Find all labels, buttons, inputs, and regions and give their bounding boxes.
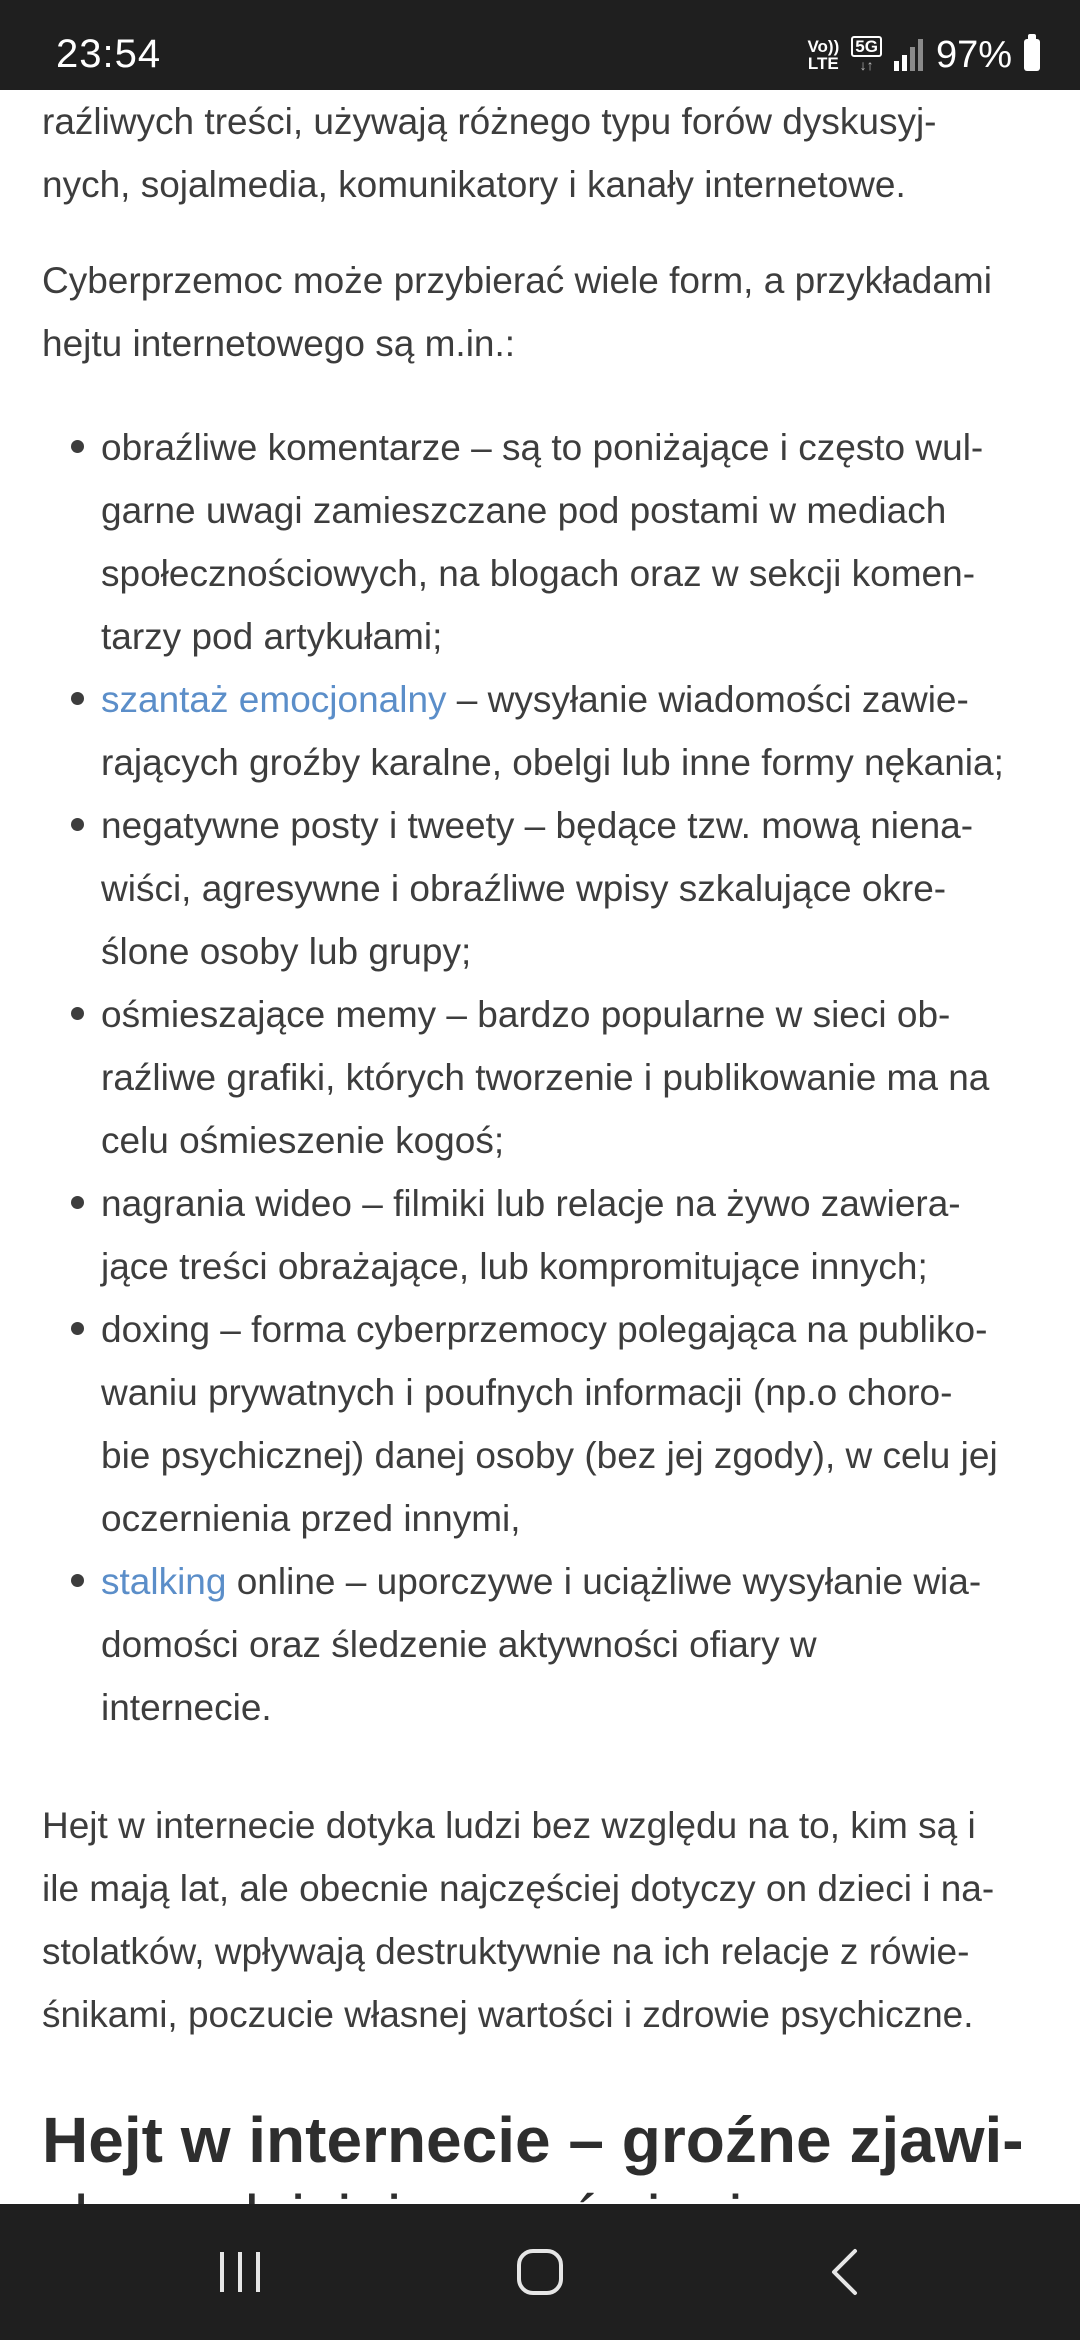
text-line: raźliwe grafiki, których tworzenie i publikowanie ma na	[101, 1057, 990, 1098]
battery-icon	[1024, 39, 1040, 71]
text-line: śnikami, poczucie własnej wartości i zdrowie psychiczne.	[42, 1994, 974, 2035]
text-line: internecie.	[101, 1687, 272, 1728]
text-line: bie psychicznej) danej osoby (bez jej zgody), w celu jej	[101, 1435, 998, 1476]
text-line: celu ośmieszenie kogoś;	[101, 1120, 505, 1161]
home-icon	[516, 2248, 564, 2296]
text-line: stolatków, wpływają destruktywnie na ich relacje z rówie-	[42, 1931, 970, 1972]
navigation-bar	[0, 2204, 1080, 2340]
text-line: nych, sojalmedia, komunikatory i kanały internetowe.	[42, 164, 906, 205]
text-line: ślone osoby lub grupy;	[101, 931, 472, 972]
text-line: tarzy pod artykułami;	[101, 616, 443, 657]
text-line: doxing – forma cyberprzemocy polegająca na publiko-	[101, 1309, 988, 1350]
list-item	[101, 794, 1041, 983]
text-inline: – wysyłanie wiadomości zawie-	[446, 679, 969, 720]
forms-intro-paragraph	[42, 249, 1042, 375]
section-heading: Hejt w internecie – groźne zjawi-	[42, 2104, 1024, 2176]
text-line: ośmieszające memy – bardzo popularne w sieci ob-	[101, 994, 951, 1035]
recent-apps-icon	[217, 2250, 263, 2294]
text-line: jące treści obrażające, lub kompromitujące innych;	[101, 1246, 928, 1287]
network-5g-icon	[851, 36, 882, 74]
text-line: domości oraz śledzenie aktywności ofiary w	[101, 1624, 817, 1665]
link-emotional-blackmail[interactable]: szantaż emocjonalny	[101, 679, 447, 720]
text-inline: online – uporczywe i uciążliwe wysyłanie wia-	[226, 1561, 982, 1602]
status-bar	[0, 0, 1080, 90]
text-line: raźliwych treści, używają różnego typu forów dyskusyj-	[42, 101, 937, 142]
text-line: społecznościowych, na blogach oraz w sekcji komen-	[101, 553, 976, 594]
text-line: garne uwagi zamieszczane pod postami w mediach	[101, 490, 947, 531]
volte-bottom: LTE	[807, 54, 839, 73]
status-icons	[807, 30, 1040, 80]
list-item	[101, 1298, 1041, 1550]
text-line: Cyberprzemoc może przybierać wiele form, a przykładami	[42, 260, 992, 301]
text-line: rających groźby karalne, obelgi lub inne formy nękania;	[101, 742, 1004, 783]
network-type: 5G	[851, 36, 882, 57]
text-line: ile mają lat, ale obecnie najczęściej dotyczy on dzieci i na-	[42, 1868, 995, 1909]
volte-top: Vo))	[807, 37, 840, 56]
bullet	[71, 1007, 84, 1020]
back-icon	[829, 2248, 859, 2296]
text-line: hejtu internetowego są m.in.:	[42, 323, 516, 364]
text-line: nagrania wideo – filmiki lub relacje na żywo zawiera-	[101, 1183, 961, 1224]
intro-paragraph-tail	[42, 90, 1042, 216]
recent-apps-button[interactable]	[140, 2204, 340, 2340]
list-item	[101, 1172, 1041, 1298]
home-button[interactable]	[440, 2204, 640, 2340]
closing-paragraph	[42, 1794, 1042, 2046]
text-line: Hejt w internecie dotyka ludzi bez względu na to, kim są i	[42, 1805, 976, 1846]
bullet	[71, 692, 84, 705]
list-item	[101, 668, 1041, 794]
link-stalking[interactable]: stalking	[101, 1561, 227, 1602]
text-line: oczernienia przed innymi,	[101, 1498, 521, 1539]
text-line: negatywne posty i tweety – będące tzw. mową niena-	[101, 805, 974, 846]
battery-percent: 97%	[935, 33, 1012, 76]
bullet	[71, 1196, 84, 1209]
network-activity: ↓↑	[859, 57, 874, 73]
back-button[interactable]	[744, 2204, 944, 2340]
status-time: 23:54	[56, 32, 162, 76]
bullet	[71, 1322, 84, 1335]
text-line: obraźliwe komentarze – są to poniżające i często wul-	[101, 427, 984, 468]
list-item	[101, 1550, 1041, 1739]
text-line: waniu prywatnych i poufnych informacji (np.o choro-	[101, 1372, 953, 1413]
text-line: wiści, agresywne i obraźliwe wpisy szkalujące okre-	[101, 868, 947, 909]
volte-icon	[807, 38, 839, 72]
list-item	[101, 416, 1041, 668]
bullet	[71, 1574, 84, 1587]
section-heading-continued	[42, 2180, 1042, 2204]
bullet	[71, 440, 84, 453]
signal-icon	[894, 39, 924, 71]
list-item	[101, 983, 1041, 1172]
bullet	[71, 818, 84, 831]
